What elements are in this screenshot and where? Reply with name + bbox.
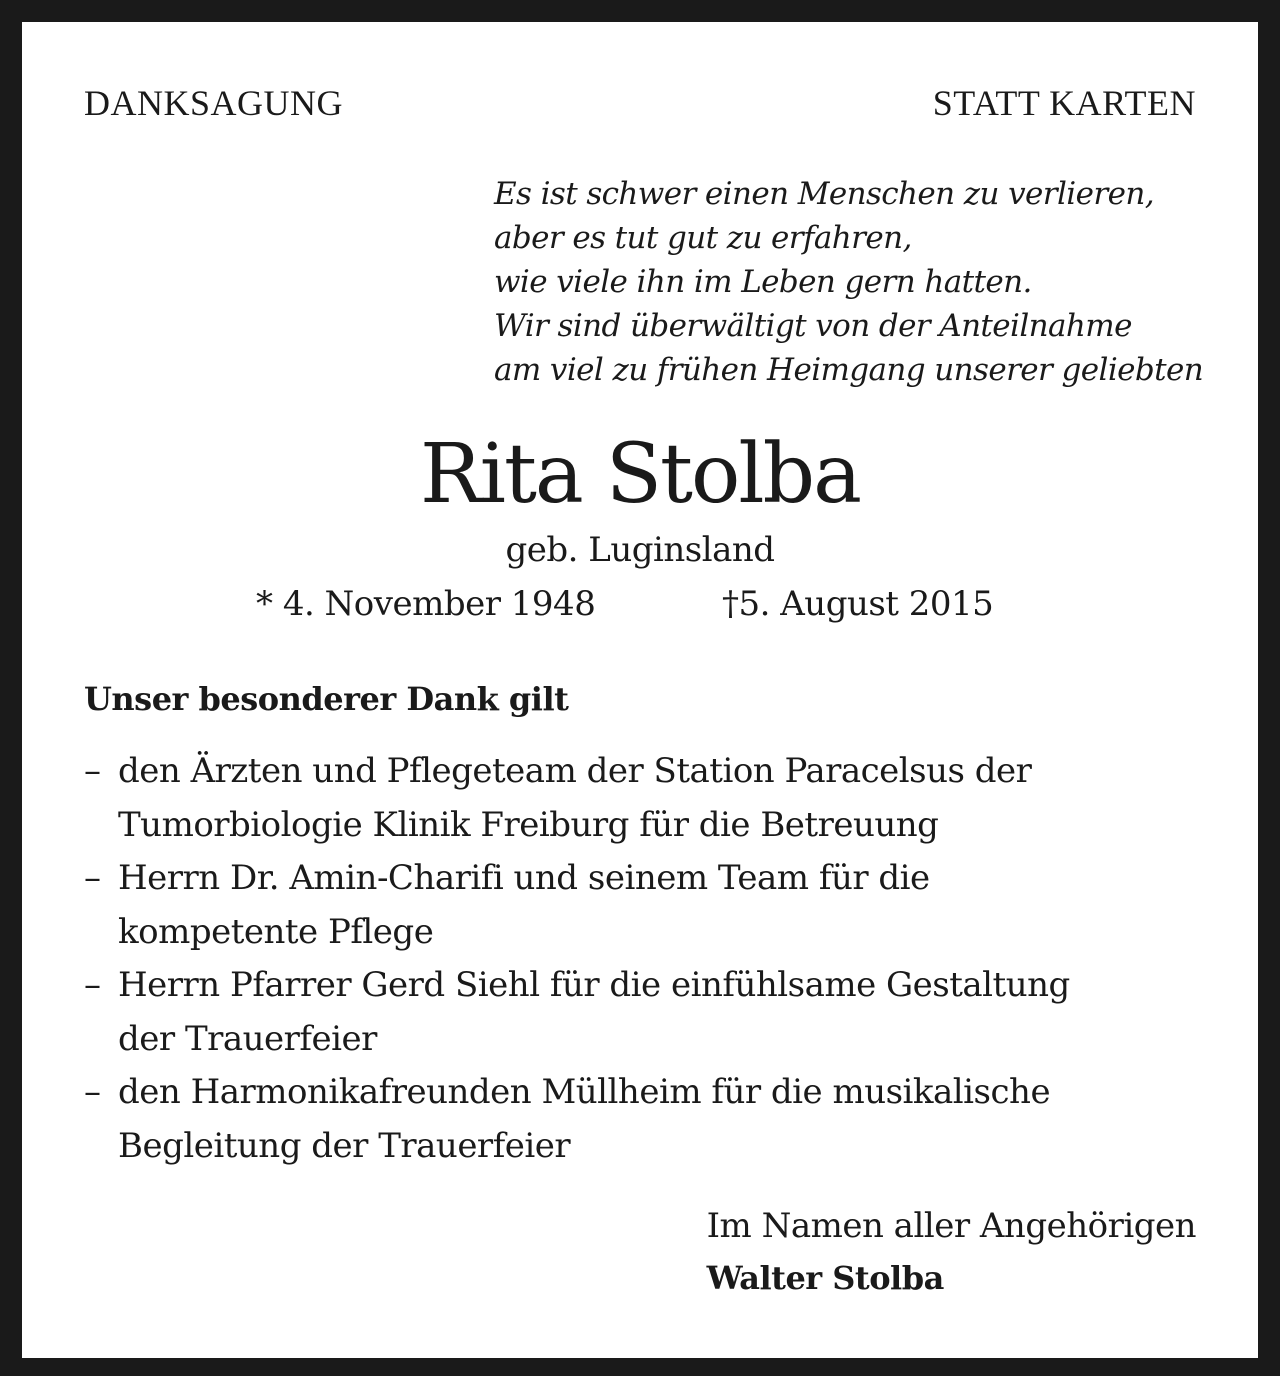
list-item xyxy=(84,852,1070,959)
deceased-name: Rita Stolba xyxy=(420,427,860,522)
poem-line: am viel zu frühen Heimgang unserer geliebten xyxy=(494,352,1204,388)
signature-block xyxy=(707,1200,1196,1304)
header-right-label: STATT KARTEN xyxy=(932,83,1196,123)
dash-bullet: – xyxy=(84,751,101,791)
list-item-line: der Trauerfeier xyxy=(118,1018,377,1059)
header-left-label: DANKSAGUNG xyxy=(84,83,344,123)
list-item-line: Herrn Dr. Amin-Charifi und seinem Team für die xyxy=(118,858,930,898)
birth-date: 4. November 1948 xyxy=(282,584,596,624)
list-item xyxy=(84,1066,1070,1173)
list-item-line: den Harmonikafreunden Müllheim für die musikalische xyxy=(118,1072,1051,1112)
poem-line: Es ist schwer einen Menschen zu verlieren, xyxy=(494,176,1154,212)
list-item-line: Begleitung der Trauerfeier xyxy=(118,1125,571,1166)
list-item xyxy=(84,745,1070,852)
list-item-line: kompetente Pflege xyxy=(118,911,434,952)
poem-line: Wir sind überwältigt von der Anteilnahme xyxy=(494,308,1132,344)
signature-line: Im Namen aller Angehörigen xyxy=(706,1206,1196,1246)
thanks-list xyxy=(84,745,1070,1173)
birth-star-icon: * xyxy=(256,584,273,624)
death-date: 5. August 2015 xyxy=(738,584,994,624)
poem-line: wie viele ihn im Leben gern hatten. xyxy=(494,264,1032,300)
dash-bullet: – xyxy=(84,965,101,1005)
death-date-line xyxy=(722,584,993,624)
dash-bullet: – xyxy=(84,858,101,898)
list-item-line: Tumorbiologie Klinik Freiburg für die Betreuung xyxy=(118,804,939,845)
dash-bullet: – xyxy=(84,1072,101,1112)
thanks-heading: Unser besonderer Dank gilt xyxy=(84,680,569,718)
list-item xyxy=(84,959,1070,1066)
birth-date-line xyxy=(256,584,595,624)
poem xyxy=(494,172,1203,392)
maiden-name: geb. Luginsland xyxy=(505,530,775,570)
list-item-line: den Ärzten und Pflegeteam der Station Paracelsus der xyxy=(118,751,1032,791)
cross-icon: † xyxy=(722,584,739,624)
list-item-line: Herrn Pfarrer Gerd Siehl für die einfühlsame Gestaltung xyxy=(118,965,1070,1005)
poem-line: aber es tut gut zu erfahren, xyxy=(494,220,912,256)
signature-name: Walter Stolba xyxy=(706,1259,944,1297)
